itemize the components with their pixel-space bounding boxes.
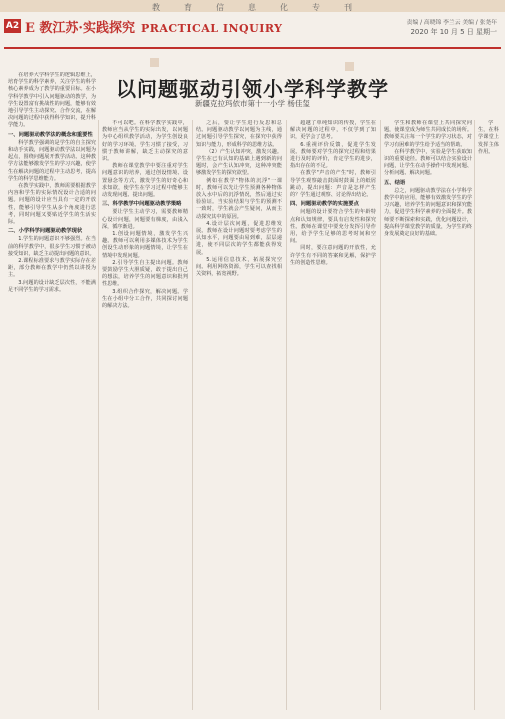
- subheading: 二、小学科学问题驱动教学现状: [8, 228, 83, 235]
- decor-square: [150, 58, 159, 67]
- column-divider: [98, 120, 99, 710]
- banner-char: 育: [184, 3, 193, 12]
- paragraph: 要让学生主动学习，需要教师精心设计问题，问题要有梯度，由浅入深，循序渐进。: [102, 209, 188, 230]
- subheading: 四、问题驱动教学的实施要点: [290, 201, 359, 208]
- paragraph: 2.课程标准要求与教学实际存在差距，部分教师在教学中仍然以讲授为主。: [8, 258, 96, 279]
- paragraph: 1.创设问题情境，激发学生兴趣。教师可以利用多媒体技术为学生创设生动形象的问题情境，让学生在情境中发现问题。: [102, 231, 188, 259]
- subheading: 三、科学教学中问题驱动教学策略: [102, 201, 182, 208]
- text-column-4: [290, 120, 376, 712]
- paragraph: 例如在教学"物体的沉浮"一课时，教师可以先让学生预测各种物体放入水中后的沉浮情况，然后通过实验验证。当实验结果与学生的预测不一致时，学生就会产生疑问，从而主动探究其中的原因。: [196, 177, 282, 220]
- article-title: 以问题驱动引领小学科学教学: [116, 77, 389, 101]
- decor-square: [345, 62, 354, 71]
- paragraph: 同时，要注意问题的开放性，允许学生有不同的答案和见解，保护学生的创造性思维。: [290, 245, 376, 266]
- column-divider: [192, 120, 193, 710]
- banner-char: 化: [280, 3, 289, 12]
- editor-meta: [407, 19, 497, 37]
- section-title-cn: E 教江苏·实践探究: [25, 21, 135, 36]
- subheading: 五、结语: [384, 179, 406, 186]
- column-divider: [474, 120, 475, 710]
- paragraph: 总之，问题驱动教学法在小学科学教学中的应用，能够有效激发学生的学习兴趣，培养学生的问题意识和探究能力，促进学生科学素养的全面提升。教师要不断探索和实践，优化问题设计，提高科学课堂教学的质量，为学生的终身发展奠定良好的基础。: [384, 187, 472, 238]
- column-divider: [380, 120, 381, 710]
- editor-credits: 责编 / 高晓锦 李兰云 美编 / 张尧年: [406, 20, 497, 26]
- banner-char: 教: [152, 3, 161, 12]
- banner-char: 息: [248, 3, 257, 12]
- paragraph: 问题的设计要符合学生的年龄特点和认知规律，要具有启发性和探究性。教师在课堂中要充分发挥引导作用，给予学生足够的思考时间和空间。: [290, 209, 376, 245]
- paragraph: 3.问题的设计缺乏层次性，不能满足不同学生的学习需求。: [8, 279, 96, 293]
- subheading: 一、问题驱动教学法的概念和重要性: [8, 131, 93, 138]
- issue-date: 2020 年 10 月 5 日 星期一: [410, 28, 497, 36]
- paragraph: 6.重视评价反馈，促进学生发展。教师要对学生的探究过程和结果进行及时的评价，肯定学生的进步，指出存在的不足。: [290, 141, 376, 170]
- paragraph: 2.引导学生自主提出问题。教师要鼓励学生大胆质疑，敢于提出自己的想法，培养学生的问题意识和批判性思维。: [102, 259, 188, 288]
- paragraph: 在科学教学中，实验是学生获取知识的重要途径。教师可以结合实验设计问题，让学生在动手操作中发现问题、分析问题、解决问题。: [384, 148, 472, 177]
- text-column-6: [478, 120, 499, 712]
- text-column-3: [196, 120, 282, 712]
- paragraph: 不可以吧。在科学教学实践中，教师应当从学生的实际出发，以问题为中心组织教学活动，为学生创设良好的学习环境。学生习惯了接受，习惯于教师讲解，缺乏主动探究的意识。: [102, 120, 188, 163]
- paragraph: 5.运用信息技术，拓展探究空间。利用网络资源，学生可以查找相关资料，拓宽视野。: [196, 256, 282, 278]
- paragraph: 4.设计层次问题，促进思维发展。教师在设计问题时要考虑学生的认知水平，问题要由易到难，层层递进，使不同层次的学生都能获得发展。: [196, 220, 282, 256]
- text-column-2: [102, 120, 188, 712]
- text-column-5: [384, 120, 472, 712]
- paragraph: 学生和教师在课堂上共同探究问题，使课堂成为师生共同成长的场所。教师要关注每一个学生的学习状态，对学习有困难的学生给予适当的帮助。: [384, 120, 472, 148]
- section-title: [25, 17, 283, 36]
- paragraph: （2）产生认知冲突，激发兴趣。学生在已有认知的基础上遇到新的问题时，会产生认知冲突，这种冲突能够激发学生的探究欲望。: [196, 148, 282, 177]
- banner-char: 信: [216, 3, 225, 12]
- header-rule: [4, 47, 501, 49]
- section-title-en: PRACTICAL INQUIRY: [140, 22, 283, 35]
- paragraph: 科学教学强调的是学生的自主探究和动手实践，问题驱动教学法以问题为起点，围绕问题展开教学活动。这种教学方法能够激发学生的学习兴趣，使学生在解决问题的过程中主动思考，提高学生的科学思维能力。: [8, 139, 96, 182]
- page-header: [0, 13, 505, 47]
- paragraph: 超越了单纯知识的传授，学生在解决问题的过程中，不仅学到了知识，更学会了思考。: [290, 120, 376, 141]
- page-number-tag: A2: [5, 21, 20, 31]
- column-name-banner: [0, 2, 505, 13]
- text-column-1: [8, 72, 96, 712]
- banner-char: 刊: [344, 3, 353, 12]
- paragraph: 之后，要让学生进行反思和总结。问题驱动教学以问题为主线，通过问题引导学生探究，在探究中获得知识与能力，形成科学的思维方法。: [196, 120, 282, 148]
- banner-char: 专: [312, 3, 321, 12]
- paragraph: 3.组织合作探究，解决问题。学生在小组中分工合作，共同探讨问题的解决方法。: [102, 288, 188, 310]
- paragraph: 在培养大学科学生的逻辑思维上，培育学生的科学素养，关注学生的科学核心素养成为了教学的重要目标。在小学科学教学中引入问题驱动的教学，为学生设置富有挑战性的问题，能够有效地引导学生主动探究、合作交流，在解决问题的过程中获得科学知识，提升科学能力。: [8, 72, 96, 129]
- paragraph: 1.学生的问题意识不够强烈。在当前的科学教学中，很多学生习惯于被动接受知识，缺乏主动提出问题的意识。: [8, 236, 96, 257]
- paragraph: 学生，在科学课堂上发挥主体作用。: [478, 120, 499, 155]
- paragraph: 在教学实践中，教师需要根据教学内容和学生的实际情况设计合适的问题。问题的设计应当具有一定的开放性，能够引导学生从多个角度进行思考，同时问题又要贴近学生的生活实际。: [8, 183, 96, 226]
- paragraph: 教师在课堂教学中要注重对学生问题意识的培养，通过创设情境、设置悬念等方式，激发学生的好奇心和求知欲，使学生在学习过程中能够主动发现问题、提出问题。: [102, 163, 188, 199]
- paragraph: 在教学"声音的产生"时，教师引导学生观察敲击鼓面时鼓面上的纸屑跳动，提出问题：声音是怎样产生的？学生通过观察、讨论得出结论。: [290, 170, 376, 199]
- column-divider: [286, 120, 287, 710]
- article-byline: 新疆克拉玛依市第十一小学 杨佳玺: [195, 99, 310, 108]
